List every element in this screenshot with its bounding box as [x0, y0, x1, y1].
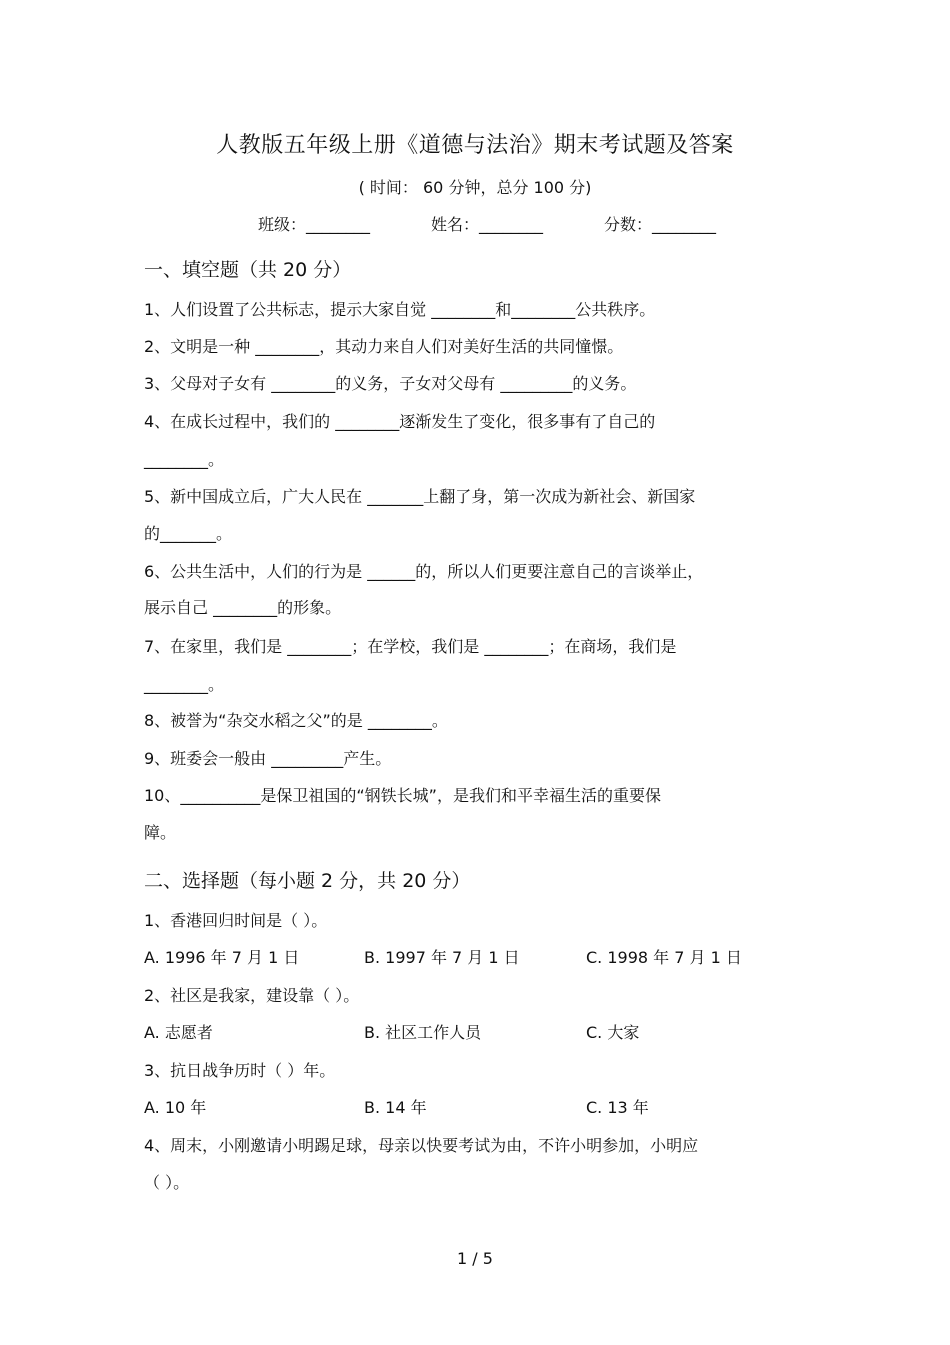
page-title: 人教版五年级上册《道德与法治》期末考试题及答案 [216, 133, 734, 158]
name-field: 姓名：________ [431, 215, 544, 234]
option-c: C. 大家 [586, 1023, 640, 1042]
page-number: 1 / 5 [457, 1249, 493, 1268]
score-field: 分数：________ [604, 215, 717, 234]
section-choice-heading: 二、选择题（每小题 2 分，共 20 分） [144, 870, 471, 892]
fill-in-line: ________。 [144, 675, 225, 694]
fill-in-line: 2、文明是一种 ________，其动力来自人们对美好生活的共同憧憬。 [144, 337, 624, 356]
option-b: B. 社区工作人员 [364, 1023, 482, 1042]
option-c: C. 1998 年 7 月 1 日 [586, 948, 742, 967]
fill-in-line: 4、在成长过程中，我们的 ________逐渐发生了变化，很多事有了自己的 [144, 412, 656, 431]
section-fill-in-heading: 一、填空题（共 20 分） [144, 259, 352, 281]
fill-in-line: 5、新中国成立后，广大人民在 _______上翻了身，第一次成为新社会、新国家 [144, 487, 696, 506]
question-stem: 1、香港回归时间是（ ）。 [144, 911, 328, 930]
question-stem: 2、社区是我家，建设靠（ ）。 [144, 986, 360, 1005]
option-b: B. 14 年 [364, 1098, 427, 1117]
fill-in-line: 10、__________是保卫祖国的“钢铁长城”，是我们和平幸福生活的重要保 [144, 786, 661, 805]
question-stem: 4、周末，小刚邀请小明踢足球，母亲以快要考试为由，不许小明参加，小明应 [144, 1136, 699, 1155]
fill-in-line: ________。 [144, 450, 225, 469]
fill-in-line: 9、班委会一般由 _________产生。 [144, 749, 392, 768]
option-b: B. 1997 年 7 月 1 日 [364, 948, 520, 967]
option-a: A. 1996 年 7 月 1 日 [144, 948, 300, 967]
option-c: C. 13 年 [586, 1098, 649, 1117]
fill-in-line: 展示自己 ________的形象。 [144, 598, 342, 617]
question-stem: 3、抗日战争历时（ ）年。 [144, 1061, 336, 1080]
question-stem-continued: （ ）。 [144, 1173, 190, 1192]
fill-in-line: 的_______。 [144, 524, 233, 543]
option-a: A. 10 年 [144, 1098, 207, 1117]
class-field: 班级：________ [258, 215, 371, 234]
option-a: A. 志愿者 [144, 1023, 213, 1042]
fill-in-line: 1、人们设置了公共标志，提示大家自觉 ________和________公共秩序。 [144, 300, 656, 319]
fill-in-line: 7、在家里，我们是 ________；在学校，我们是 ________；在商场，我们是 [144, 637, 677, 656]
fill-in-line: 障。 [144, 823, 177, 842]
fill-in-line: 3、父母对子女有 ________的义务，子女对父母有 _________的义务。 [144, 374, 637, 393]
exam-time-and-score: ( 时间： 60 分钟，总分 100 分) [358, 178, 592, 197]
fill-in-line: 6、公共生活中，人们的行为是 ______的，所以人们更要注意自己的言谈举止， [144, 562, 704, 581]
fill-in-line: 8、被誉为“杂交水稻之父”的是 ________。 [144, 711, 448, 730]
